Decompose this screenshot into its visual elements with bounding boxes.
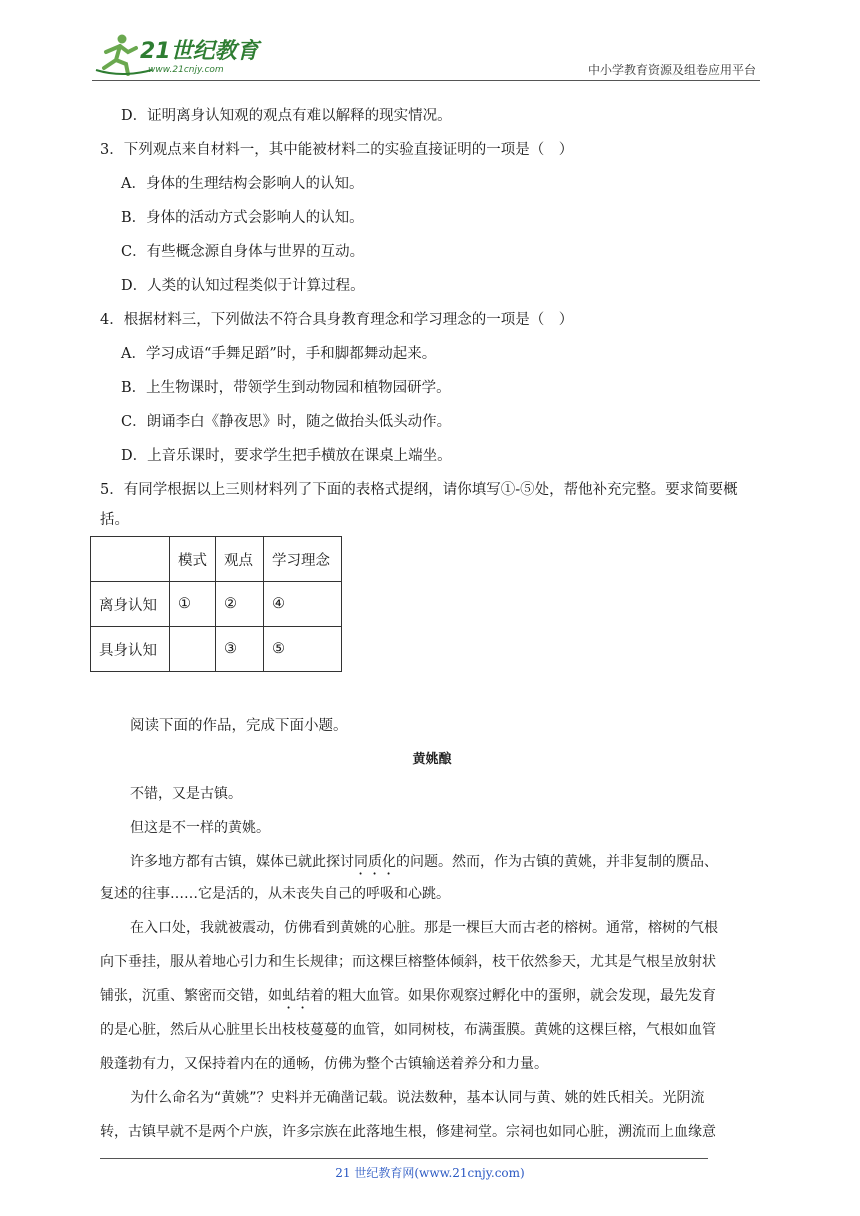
q3-option-d: D．人类的认知过程类似于计算过程。 <box>121 278 365 294</box>
passage-p1: 不错，又是古镇。 <box>130 786 242 802</box>
site-logo <box>92 30 262 78</box>
passage-p3-line2: 复述的往事……它是活的，从未丧失自己的呼吸和心跳。 <box>100 886 450 902</box>
q4-option-d: D．上音乐课时，要求学生把手横放在课桌上端坐。 <box>121 448 452 464</box>
table-row <box>91 582 342 627</box>
passage-p4-line2: 向下垂挂，服从着地心引力和生长规律；而这棵巨榕整体倾斜，枝干依然参天，尤其是气根呈放射状 <box>100 954 716 970</box>
emphasized-term: 同质化 <box>354 854 396 870</box>
table-cell <box>91 537 170 582</box>
table-cell: ① <box>170 582 216 627</box>
passage-p3-line1 <box>130 852 718 878</box>
table-cell: ② <box>216 582 264 627</box>
table-cell: 模式 <box>170 537 216 582</box>
text-span: 许多地方都有古镇，媒体已就此探讨 <box>130 854 354 870</box>
footer-text: 21 世纪教育网(www.21cnjy.com) <box>335 1166 525 1180</box>
logo-text: 21世纪教育 <box>140 39 259 64</box>
q4-option-c: C．朗诵李白《静夜思》时，随之做抬头低头动作。 <box>121 414 452 430</box>
text-span: 着的粗大血管。如果你观察过孵化中的蛋卵，就会发现，最先发育 <box>310 988 716 1004</box>
table-header-row <box>91 537 342 582</box>
q3-option-c: C．有些概念源自身体与世界的互动。 <box>121 244 365 260</box>
table-cell <box>170 627 216 672</box>
logo-url: www.21cnjy.com <box>148 65 224 75</box>
passage-p4-line3 <box>100 986 716 1012</box>
table-cell: ③ <box>216 627 264 672</box>
header-divider <box>92 80 760 81</box>
passage-p2: 但这是不一样的黄姚。 <box>130 820 270 836</box>
q2-option-d: D．证明离身认知观的观点有难以解释的现实情况。 <box>121 108 452 124</box>
outline-table <box>90 536 342 672</box>
q4-option-b: B．上生物课时，带领学生到动物园和植物园研学。 <box>121 380 451 396</box>
table-cell: ⑤ <box>264 627 342 672</box>
text-span: 铺张，沉重、繁密而交错，如 <box>100 988 282 1004</box>
q5-stem-cont: 括。 <box>100 512 129 528</box>
q5-stem: 5．有同学根据以上三则材料列了下面的表格式提纲，请你填写①-⑤处，帮他补充完整。要求简要概 <box>100 482 738 498</box>
passage-p5-line1: 为什么命名为“黄姚”？史料并无确凿记载。说法数种，基本认同与黄、姚的姓氏相关。光阴流 <box>130 1090 705 1106</box>
passage-p4-line5: 般蓬勃有力，又保持着内在的通畅，仿佛为整个古镇输送着养分和力量。 <box>100 1056 548 1072</box>
passage-p4-line1: 在入口处，我就被震动，仿佛看到黄姚的心脏。那是一棵巨大而古老的榕树。通常，榕树的气根 <box>130 920 718 936</box>
text-span: 的问题。然而，作为古镇的黄姚，并非复制的赝品、 <box>396 854 718 870</box>
emphasized-term: 虬结 <box>282 988 310 1004</box>
table-cell: ④ <box>264 582 342 627</box>
table-cell: 观点 <box>216 537 264 582</box>
q4-stem: 4．根据材料三，下列做法不符合具身教育理念和学习理念的一项是（ ） <box>100 312 574 328</box>
q3-option-b: B．身体的活动方式会影响人的认知。 <box>121 210 364 226</box>
table-cell: 具身认知 <box>91 627 170 672</box>
platform-name: 中小学教育资源及组卷应用平台 <box>587 63 756 77</box>
footer-divider <box>100 1158 708 1159</box>
q3-stem: 3．下列观点来自材料一，其中能被材料二的实验直接证明的一项是（ ） <box>100 142 574 158</box>
passage-p4-line4: 的是心脏，然后从心脏里长出枝枝蔓蔓的血管，如同树枝，布满蛋膜。黄姚的这棵巨榕，气根如血管 <box>100 1022 716 1038</box>
table-cell: 学习理念 <box>264 537 342 582</box>
table-row <box>91 627 342 672</box>
q4-option-a: A．学习成语“手舞足蹈”时，手和脚都舞动起来。 <box>121 346 437 362</box>
table-cell: 离身认知 <box>91 582 170 627</box>
q3-option-a: A．身体的生理结构会影响人的认知。 <box>121 176 364 192</box>
passage-p5-line2: 转，古镇早就不是两个户族，许多宗族在此落地生根，修建祠堂。宗祠也如同心脏，溯流而上血缘意 <box>100 1124 716 1140</box>
passage-title: 黄姚酿 <box>412 752 452 767</box>
reading-intro: 阅读下面的作品，完成下面小题。 <box>130 718 348 734</box>
